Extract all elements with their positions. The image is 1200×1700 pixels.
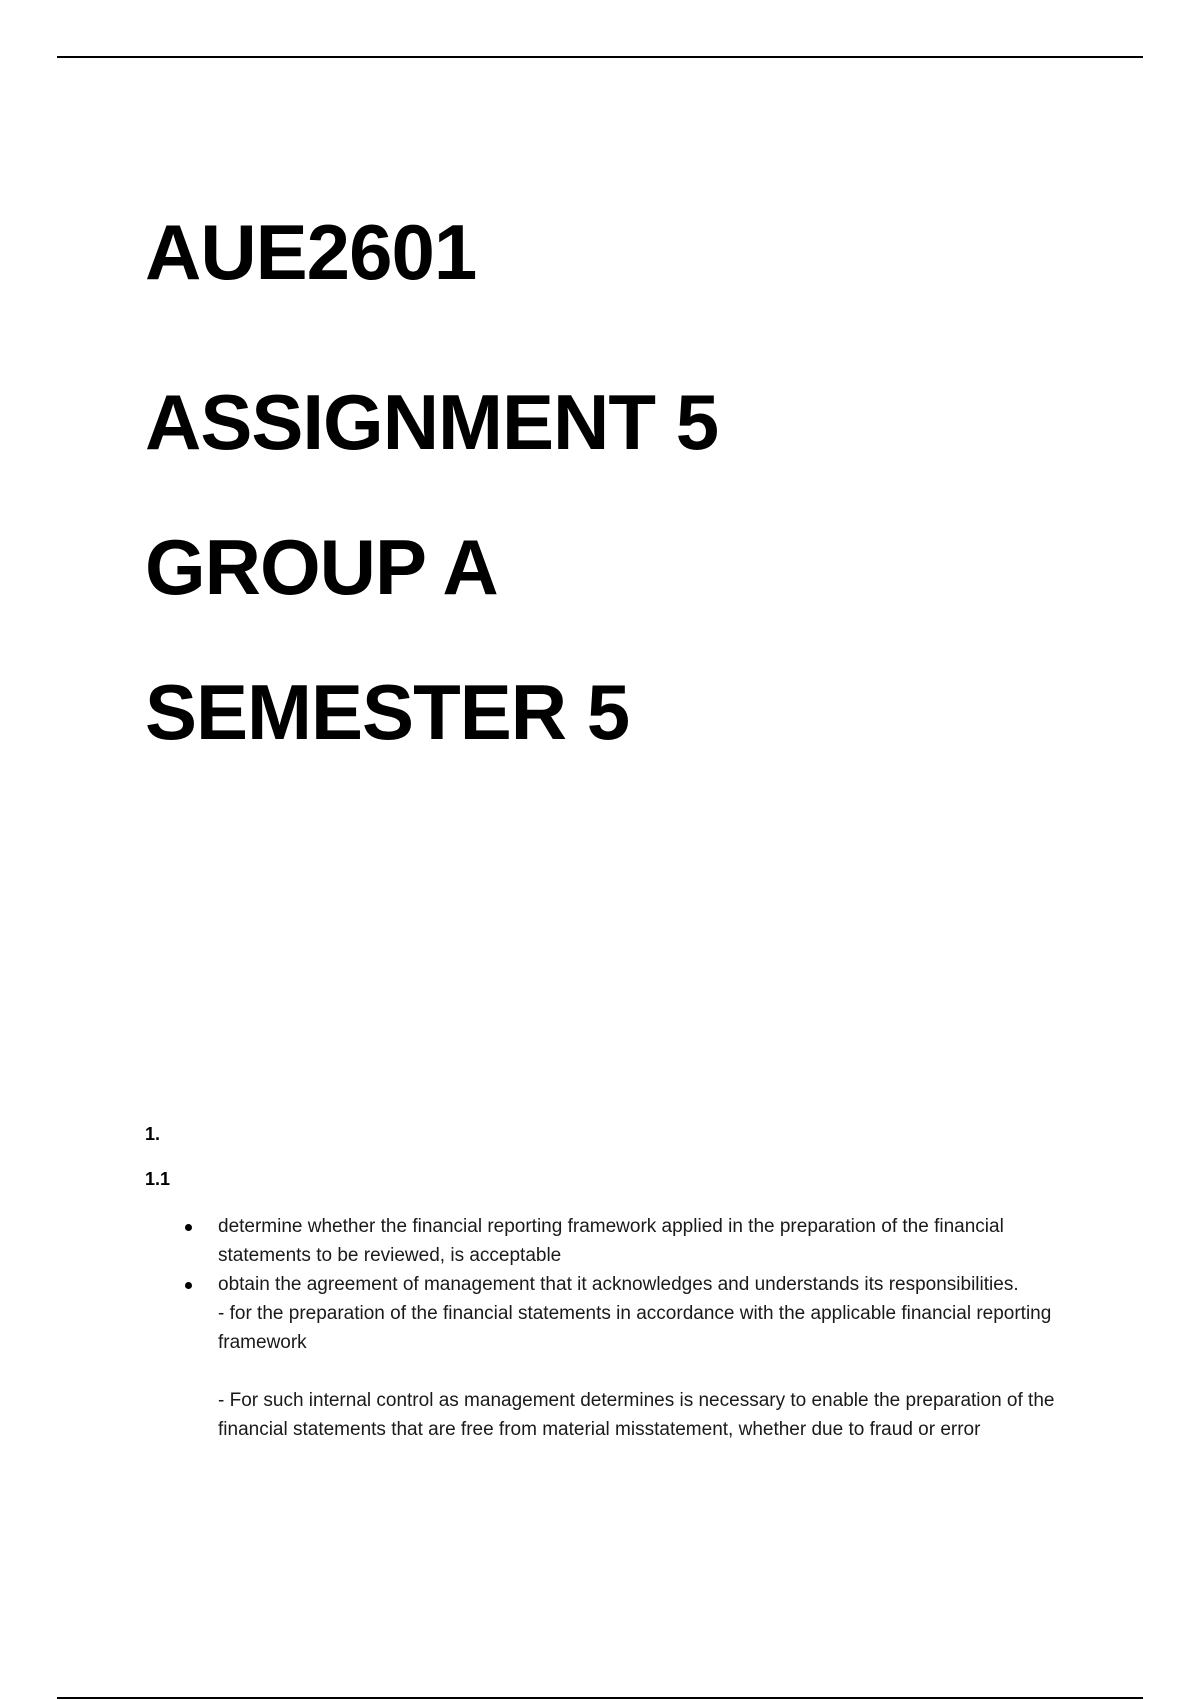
bullet-item	[185, 1212, 1065, 1270]
assignment-title: ASSIGNMENT 5	[145, 378, 719, 466]
title-block	[145, 205, 1045, 785]
sub-question-number: 1.1	[145, 1169, 171, 1189]
bullet-text: determine whether the financial reporting framework applied in the preparation of the financial statements to be reviewed, is acceptable	[218, 1216, 1004, 1266]
bottom-rule	[57, 1697, 1143, 1699]
group-title: GROUP A	[145, 523, 498, 611]
semester-title: SEMESTER 5	[145, 668, 630, 756]
course-code: AUE2601	[145, 208, 477, 296]
question-section	[145, 1120, 1065, 1210]
bullet-icon	[185, 1224, 192, 1231]
question-number: 1.	[145, 1124, 161, 1144]
bullet-icon	[185, 1282, 192, 1289]
answer-bullet-list	[185, 1212, 1065, 1444]
bullet-item	[185, 1270, 1065, 1444]
paragraph-gap	[218, 1357, 1065, 1386]
bullet-text: obtain the agreement of management that it acknowledges and understands its responsibilities.	[218, 1274, 1019, 1295]
bullet-sub-point: - For such internal control as management determines is necessary to enable the preparation of the financial statements that are free from material misstatement, whether due to fraud or error	[218, 1390, 1055, 1440]
bullet-sub-point: - for the preparation of the financial statements in accordance with the applicable financial reporting framework	[218, 1303, 1052, 1353]
top-rule	[57, 56, 1143, 58]
